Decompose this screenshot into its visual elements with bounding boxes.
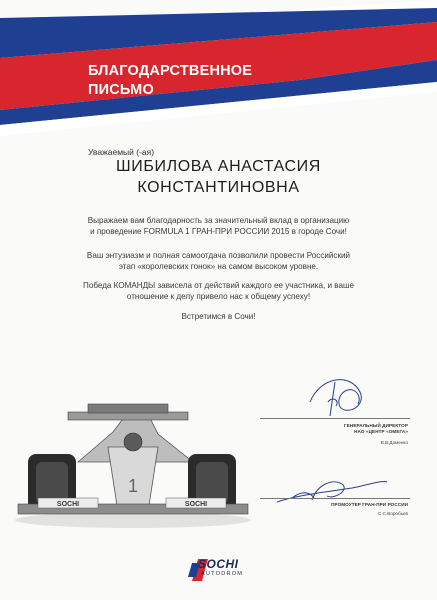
signature-1-role-line-2: НАО «ЦЕНТР «ОМЕГА»	[354, 429, 408, 434]
body-paragraph-4	[0, 311, 437, 322]
formula-car-illustration	[8, 392, 258, 532]
body-line: и проведение FORMULA 1 ГРАН-ПРИ РОССИИ 2015 в городе Сочи!	[90, 227, 347, 236]
signature-1-role	[250, 423, 408, 435]
logo-line-2: AUTODROM	[201, 571, 244, 577]
body-line: Выражаем вам благодарность за значительный вклад в организацию	[87, 216, 350, 225]
body-paragraph-2	[0, 250, 437, 272]
letter-title	[88, 62, 308, 100]
signature-2-line	[260, 498, 410, 499]
car-livery-right: SOCHI	[184, 501, 208, 508]
car-livery-left: SOCHI	[56, 501, 80, 508]
recipient-name-line-2: КОНСТАНТИНОВНА	[137, 179, 300, 196]
body-line: Ваш энтузиазм и полная самоотдача позволили провести Российский	[86, 251, 351, 260]
sochi-autodrom-logo	[198, 558, 243, 577]
signature-1-line	[260, 418, 410, 419]
greeting: Уважаемый (-ая)	[88, 147, 155, 157]
body-line: этап «королевских гонок» на самом высоком уровне.	[118, 262, 319, 271]
body-line: Победа КОМАНДЫ зависела от действий каждого ее участника, и ваше	[83, 281, 354, 290]
body-line: отношение к делу привело нас к общему успеху!	[126, 292, 311, 301]
signature-1-scribble	[300, 372, 370, 422]
signature-2-role	[250, 502, 408, 508]
body-paragraph-3	[0, 280, 437, 302]
recipient-name-line-1: ШИБИЛОВА АНАСТАСИЯ	[116, 158, 321, 175]
signature-2-role-line-1: ПРОМОУТЕР ГРАН-ПРИ РОССИИ	[331, 502, 408, 507]
signature-2-name: С.С.Воробьев	[378, 511, 408, 516]
car-number: 1	[127, 476, 139, 496]
signature-1-name: В.В.Доменко	[380, 440, 408, 445]
body-paragraph-1	[0, 215, 437, 237]
title-line-1: БЛАГОДАРСТВЕННОЕ	[88, 63, 253, 79]
signature-1-role-line-1: ГЕНЕРАЛЬНЫЙ ДИРЕКТОР	[344, 423, 408, 428]
title-line-2: ПИСЬМО	[88, 82, 154, 98]
logo-line-1: SOCHI	[198, 557, 239, 571]
body-line: Встретимся в Сочи!	[181, 312, 256, 321]
